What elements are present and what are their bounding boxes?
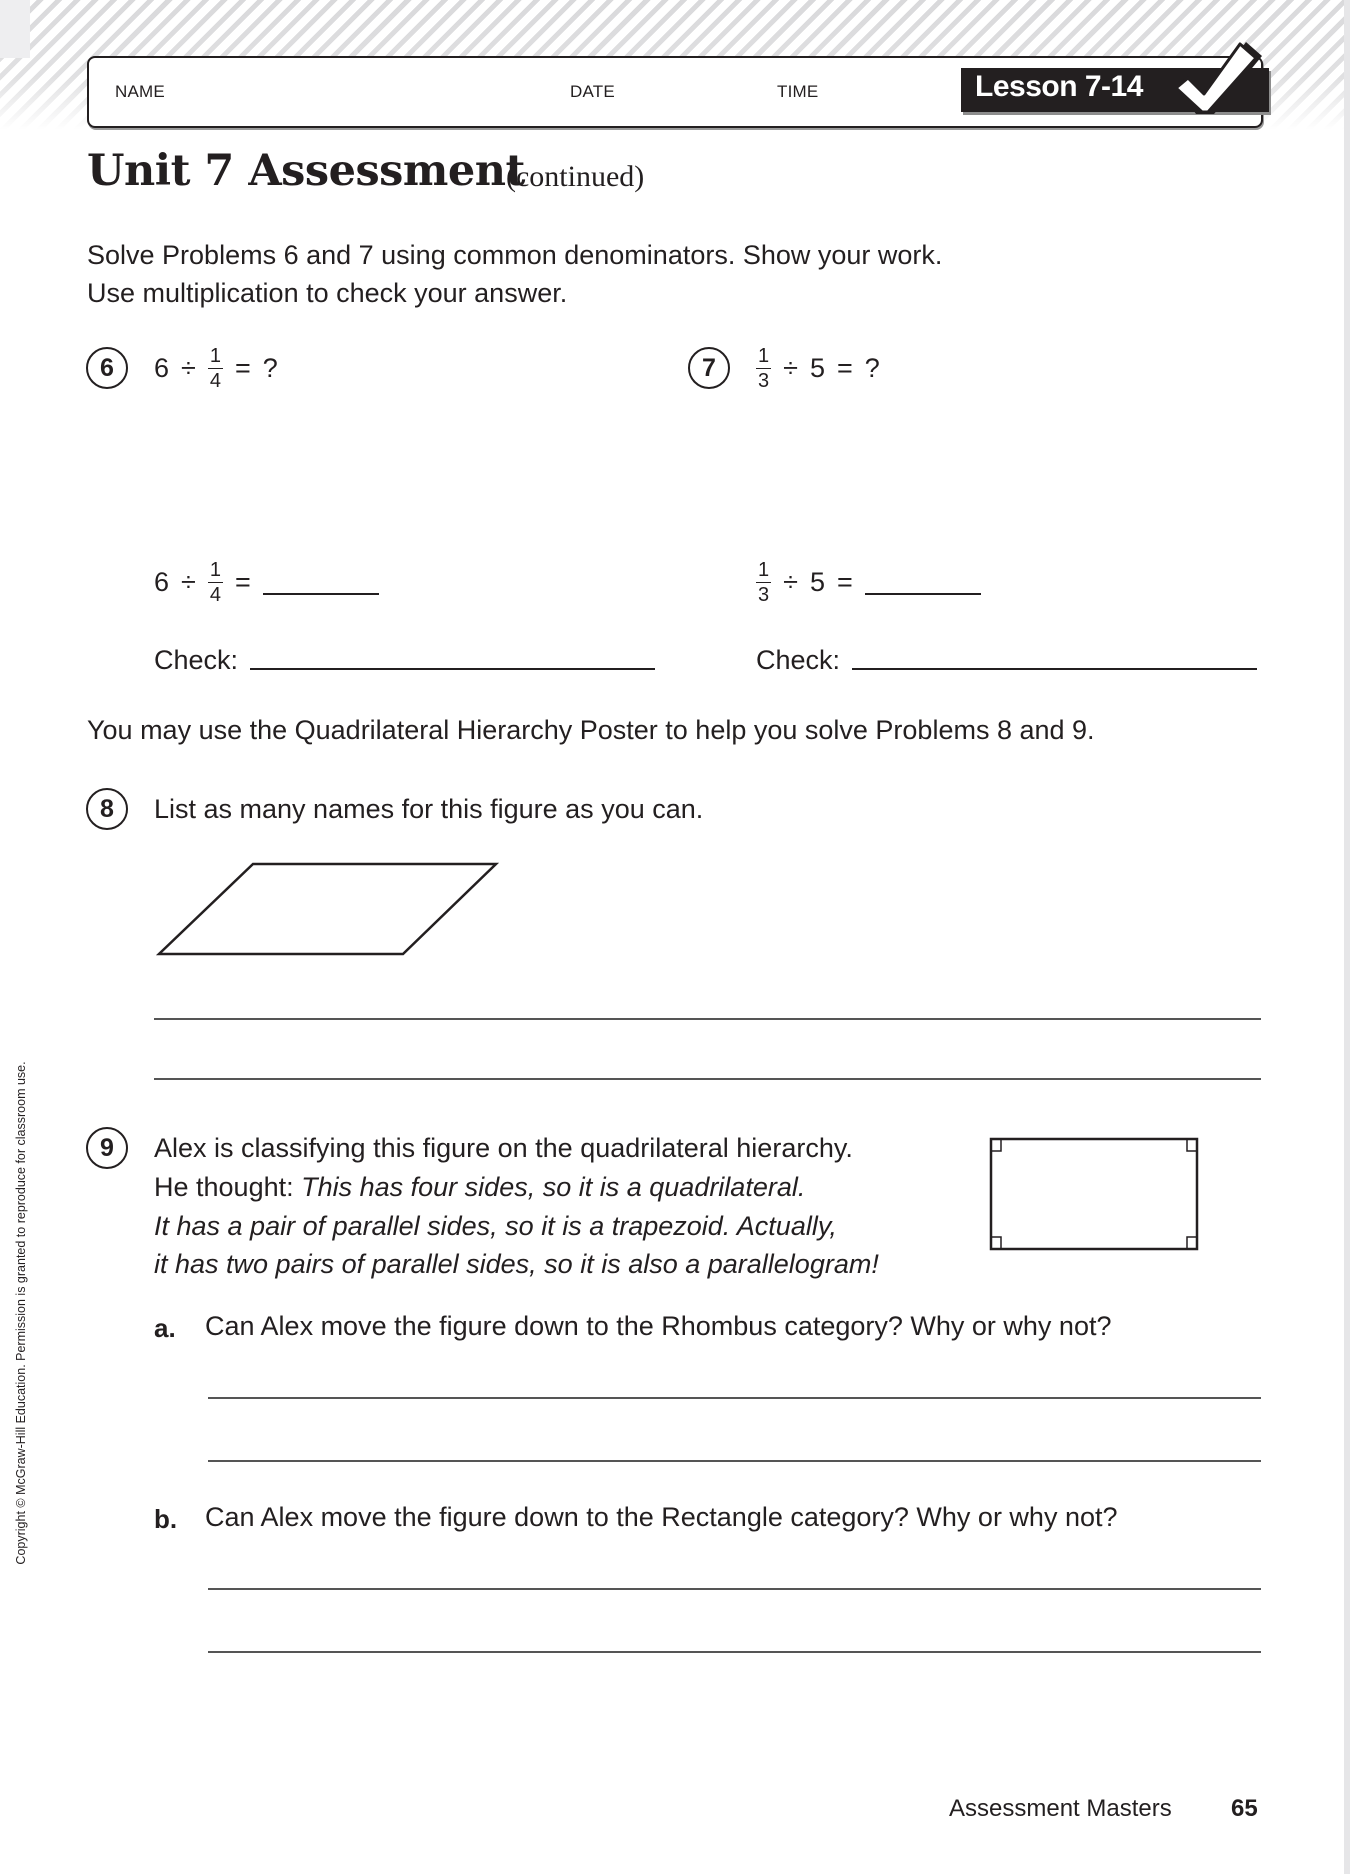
page-number: 65 (1231, 1795, 1258, 1822)
equals-sign: = (234, 353, 251, 383)
denominator: 3 (758, 584, 770, 606)
divisor: 5 (809, 567, 825, 597)
part-b-label: b. (154, 1504, 178, 1534)
numerator: 1 (758, 345, 770, 367)
page-subtitle: (continued) (506, 160, 645, 193)
whole-number: 6 (154, 353, 170, 383)
part-b-answer-line-1[interactable] (208, 1588, 1261, 1590)
equals-sign: = (836, 567, 853, 597)
lesson-badge-label: Lesson 7-14 (975, 70, 1143, 103)
problem-6-answer-blank[interactable] (263, 571, 379, 595)
problem-9-number: 9 (86, 1127, 128, 1169)
divide-sign: ÷ (783, 567, 798, 597)
part-b-question: Can Alex move the figure down to the Rectangle category? Why or why not? (205, 1502, 1118, 1532)
problem-8-number: 8 (86, 788, 128, 830)
part-a-answer-line-2[interactable] (208, 1460, 1261, 1462)
question-mark: ? (864, 353, 880, 383)
problem-6-check-line[interactable] (250, 668, 655, 670)
problem-9-line-3: It has a pair of parallel sides, so it is a trapezoid. Actually, (154, 1211, 837, 1241)
equals-sign: = (836, 353, 853, 383)
fraction (756, 346, 771, 391)
problem-7-check-label: Check: (756, 645, 841, 675)
part-a-answer-line-1[interactable] (208, 1397, 1261, 1399)
problem-7-check-line[interactable] (852, 668, 1257, 670)
problem-9-line-2 (154, 1174, 805, 1201)
fraction (756, 560, 771, 605)
divisor: 5 (809, 353, 825, 383)
fraction (208, 346, 223, 391)
page-title: Unit 7 Assessment (87, 146, 525, 196)
time-label: TIME (777, 82, 819, 101)
part-a-question: Can Alex move the figure down to the Rhombus category? Why or why not? (205, 1311, 1112, 1341)
fraction (208, 560, 223, 605)
corner-panel (0, 0, 30, 58)
parallelogram-figure (150, 855, 510, 965)
problem-9-line-1: Alex is classifying this figure on the quadrilateral hierarchy. (154, 1133, 853, 1163)
name-label: NAME (115, 82, 165, 101)
divide-sign: ÷ (181, 353, 196, 383)
question-mark: ? (262, 353, 278, 383)
instructions-line-1: Solve Problems 6 and 7 using common denominators. Show your work. (87, 240, 943, 270)
line-prefix: He thought: (154, 1172, 302, 1202)
numerator: 1 (209, 345, 221, 367)
whole-number: 6 (154, 567, 170, 597)
problem-7-number: 7 (688, 347, 730, 389)
problem-7-answer-blank[interactable] (865, 571, 981, 595)
right-angle-mark (991, 1139, 1001, 1151)
problem-7-answer-row (756, 560, 981, 605)
divide-sign: ÷ (783, 353, 798, 383)
problem-6-number: 6 (86, 347, 128, 389)
alex-thought: This has four sides, so it is a quadrilateral. (301, 1172, 806, 1202)
instructions-line-2: Use multiplication to check your answer. (87, 278, 568, 308)
problem-7-expression (756, 346, 880, 391)
poster-note: You may use the Quadrilateral Hierarchy Poster to help you solve Problems 8 and 9. (87, 715, 1095, 745)
right-angle-mark (1187, 1139, 1197, 1151)
problem-9-line-4: it has two pairs of parallel sides, so it is also a parallelogram! (154, 1249, 879, 1279)
problem-6-check-label: Check: (154, 645, 239, 675)
copyright-notice: Copyright © McGraw-Hill Education. Permission is granted to reproduce for classroom use. (14, 1061, 28, 1565)
problem-6-expression (154, 346, 278, 391)
denominator: 4 (209, 584, 221, 606)
date-label: DATE (570, 82, 615, 101)
checkmark-icon (1168, 38, 1268, 118)
denominator: 4 (209, 370, 221, 392)
denominator: 3 (758, 370, 770, 392)
problem-8-answer-line-1[interactable] (154, 1018, 1261, 1020)
numerator: 1 (758, 559, 770, 581)
right-angle-mark (991, 1237, 1001, 1249)
numerator: 1 (209, 559, 221, 581)
equals-sign: = (234, 567, 251, 597)
rectangle-figure (988, 1136, 1202, 1252)
page-edge (1344, 0, 1350, 1874)
part-b-answer-line-2[interactable] (208, 1651, 1261, 1653)
problem-8-prompt: List as many names for this figure as you can. (154, 794, 704, 824)
footer-section-title: Assessment Masters (949, 1795, 1172, 1822)
part-a-label: a. (154, 1313, 176, 1343)
divide-sign: ÷ (181, 567, 196, 597)
problem-6-answer-row (154, 560, 379, 605)
right-angle-mark (1187, 1237, 1197, 1249)
problem-8-answer-line-2[interactable] (154, 1078, 1261, 1080)
